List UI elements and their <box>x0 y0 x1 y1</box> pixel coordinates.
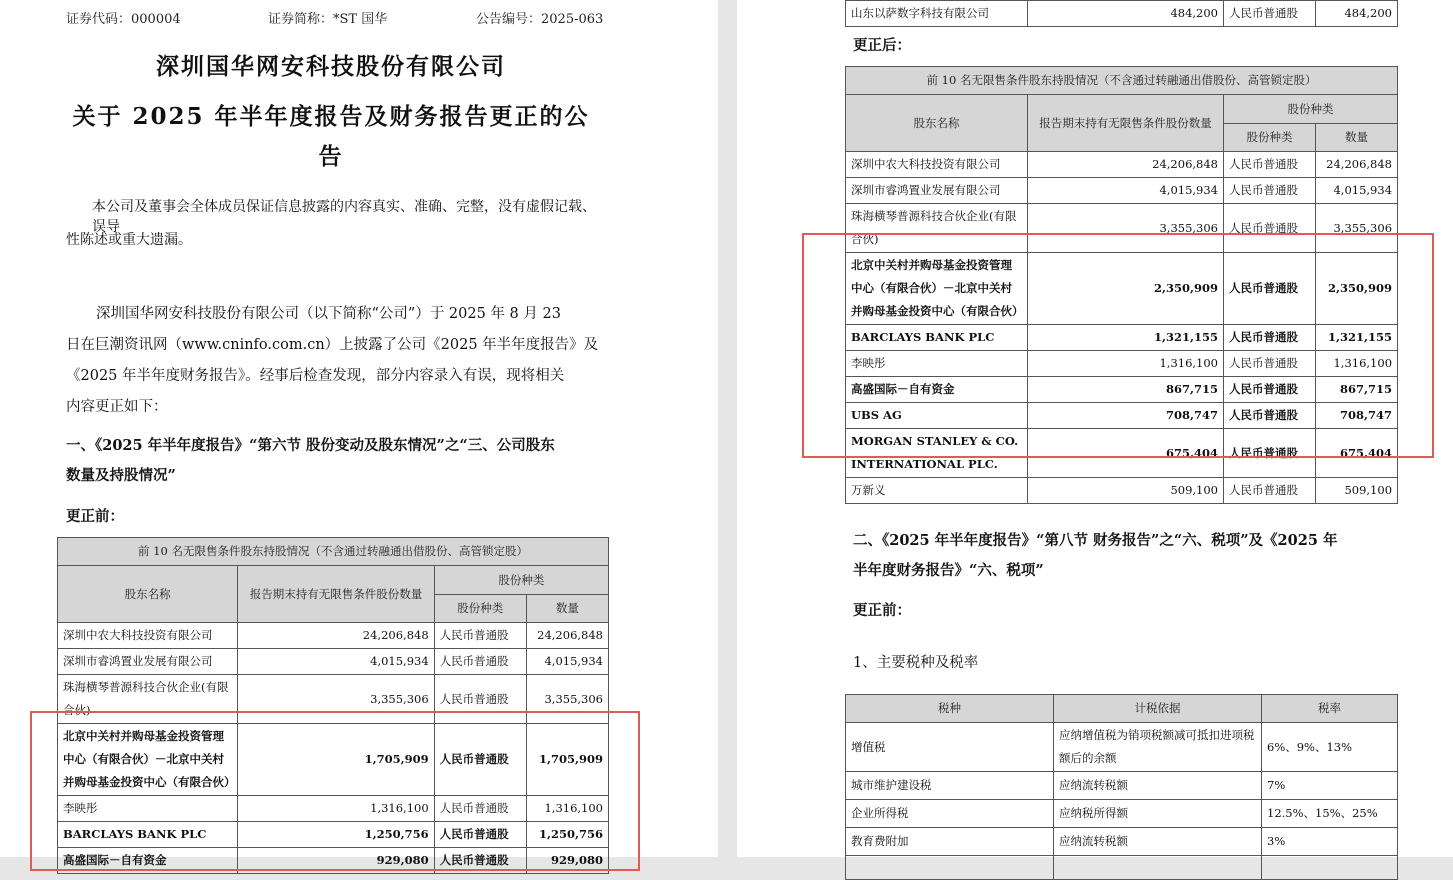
cell-type: 人民币普通股 <box>1224 178 1316 204</box>
cell-type: 人民币普通股 <box>434 848 526 874</box>
intro-line4: 内容更正如下： <box>66 399 168 415</box>
stock-code: 证券代码：000004 <box>66 12 181 27</box>
cell-name: 北京中关村并购母基金投资管理中心（有限合伙）－北京中关村并购母基金投资中心（有限合伙） <box>58 724 238 796</box>
table-caption: 前 10 名无限售条件股东持股情况（不含通过转融通出借股份、高管锁定股） <box>846 67 1398 95</box>
cell-tax-basis <box>1054 856 1262 880</box>
cell-tax-rate: 12.5%、15%、25% <box>1262 800 1398 828</box>
cell-tax-basis: 应纳流转税额 <box>1054 828 1262 856</box>
cell-name: MORGAN STANLEY & CO. INTERNATIONAL PLC. <box>846 429 1028 478</box>
cell-name: 深圳市睿鸿置业发展有限公司 <box>846 178 1028 204</box>
header-shareholder-name: 股东名称 <box>846 95 1028 152</box>
section2-heading-line1: 二、《2025 年半年度报告》“第八节 财务报告”之“六、税项”及《2025 年 <box>853 532 1338 549</box>
table-row <box>846 178 1398 204</box>
cell-tax-rate: 6%、9%、13% <box>1262 723 1398 772</box>
cell-name: 高盛国际－自有资金 <box>58 848 238 874</box>
cell-num: 3,355,306 <box>526 675 608 724</box>
cell-type: 人民币普通股 <box>434 649 526 675</box>
cell-num: 1,316,100 <box>526 796 608 822</box>
cell-name: 深圳中农大科技投资有限公司 <box>846 152 1028 178</box>
cell-qty: 24,206,848 <box>238 623 434 649</box>
cell-tax-rate <box>1262 856 1398 880</box>
previous-table-tail <box>845 0 1398 27</box>
cell-tax-kind: 教育费附加 <box>846 828 1054 856</box>
cell-tax-rate: 3% <box>1262 828 1398 856</box>
cell-tax-basis: 应纳流转税额 <box>1054 772 1262 800</box>
table-row <box>846 478 1398 504</box>
cell-qty: 1,705,909 <box>238 724 434 796</box>
cell-type: 人民币普通股 <box>1224 152 1316 178</box>
cell-num: 484,200 <box>1316 1 1398 27</box>
highlight-box-before <box>30 711 640 871</box>
after-correction-label: 更正后： <box>853 37 911 54</box>
cell-num: 4,015,934 <box>526 649 608 675</box>
table-row <box>846 1 1398 27</box>
table-row <box>58 649 609 675</box>
cell-qty: 1,316,100 <box>238 796 434 822</box>
table-row <box>58 623 609 649</box>
cell-name: 深圳市睿鸿置业发展有限公司 <box>58 649 238 675</box>
notice-title-line2: 告 <box>318 143 344 170</box>
cell-type: 人民币普通股 <box>434 623 526 649</box>
cell-num: 675,404 <box>1316 429 1398 478</box>
header-share-class: 股份种类 <box>1224 124 1316 152</box>
cell-tax-kind: 企业所得税 <box>846 800 1054 828</box>
cell-type: 人民币普通股 <box>434 822 526 848</box>
table-row <box>846 800 1398 828</box>
notice-title-line1: 关于 2025 年半年度报告及财务报告更正的公 <box>72 103 590 130</box>
cell-name: 珠海横琴普源科技合伙企业(有限合伙) <box>58 675 238 724</box>
cell-type: 人民币普通股 <box>1224 377 1316 403</box>
cell-name: 深圳中农大科技投资有限公司 <box>58 623 238 649</box>
cell-tax-basis: 应纳增值税为销项税额减可抵扣进项税额后的余额 <box>1054 723 1262 772</box>
header-shareholder-name: 股东名称 <box>58 566 238 623</box>
cell-qty: 4,015,934 <box>1028 178 1224 204</box>
table-caption: 前 10 名无限售条件股东持股情况（不含通过转融通出借股份、高管锁定股） <box>58 538 609 566</box>
cell-qty: 3,355,306 <box>238 675 434 724</box>
table-row <box>846 828 1398 856</box>
cell-name: 李映彤 <box>58 796 238 822</box>
cell-type: 人民币普通股 <box>1224 478 1316 504</box>
cell-qty: 1,250,756 <box>238 822 434 848</box>
header-amount: 数量 <box>1316 124 1398 152</box>
cell-num: 1,316,100 <box>1316 351 1398 377</box>
cell-qty: 867,715 <box>1028 377 1224 403</box>
header-share-class-group: 股份种类 <box>434 566 608 595</box>
cell-num: 1,705,909 <box>526 724 608 796</box>
intro-line2: 日在巨潮资讯网（www.cninfo.com.cn）上披露了公司《2025 年半年度报告》及 <box>66 337 599 353</box>
notice-number: 公告编号：2025-063 <box>476 12 604 27</box>
header-tax-rate: 税率 <box>1262 695 1398 723</box>
header-share-class: 股份种类 <box>434 595 526 623</box>
before-correction-label: 更正前： <box>66 508 124 525</box>
cell-qty: 708,747 <box>1028 403 1224 429</box>
cell-qty: 929,080 <box>238 848 434 874</box>
document-page-left <box>0 0 718 867</box>
cell-qty: 24,206,848 <box>1028 152 1224 178</box>
tax-subtitle: 1、主要税种及税率 <box>853 655 979 671</box>
cell-tax-kind: 城市维护建设税 <box>846 772 1054 800</box>
cell-tax-kind: 增值税 <box>846 723 1054 772</box>
cell-num: 1,321,155 <box>1316 325 1398 351</box>
stock-abbr: 证券简称：*ST 国华 <box>268 12 388 27</box>
cell-name: 北京中关村并购母基金投资管理中心（有限合伙）－北京中关村并购母基金投资中心（有限合伙） <box>846 253 1028 325</box>
cell-qty: 509,100 <box>1028 478 1224 504</box>
cell-name: 山东以萨数字科技有限公司 <box>846 1 1028 27</box>
section1-heading-line2: 数量及持股情况” <box>66 467 176 484</box>
section1-heading-line1: 一、《2025 年半年度报告》“第六节 股份变动及股东情况”之“三、公司股东 <box>66 437 555 454</box>
cell-qty: 1,316,100 <box>1028 351 1224 377</box>
cell-num: 708,747 <box>1316 403 1398 429</box>
cell-qty: 4,015,934 <box>238 649 434 675</box>
document-page-right <box>737 0 1453 857</box>
highlight-box-after <box>802 233 1434 458</box>
section2-heading-line2: 半年度财务报告》“六、税项” <box>853 562 1044 579</box>
table-row <box>846 772 1398 800</box>
cell-tax-basis: 应纳税所得额 <box>1054 800 1262 828</box>
header-amount: 数量 <box>526 595 608 623</box>
table-row <box>846 152 1398 178</box>
board-statement-line2: 性陈述或重大遗漏。 <box>66 232 192 248</box>
header-tax-basis: 计税依据 <box>1054 695 1262 723</box>
cell-num: 4,015,934 <box>1316 178 1398 204</box>
cell-qty: 484,200 <box>1028 1 1224 27</box>
cell-type: 人民币普通股 <box>434 724 526 796</box>
cell-type: 人民币普通股 <box>1224 253 1316 325</box>
cell-name: 高盛国际－自有资金 <box>846 377 1028 403</box>
cell-type: 人民币普通股 <box>1224 325 1316 351</box>
cell-qty: 1,321,155 <box>1028 325 1224 351</box>
table-row <box>846 723 1398 772</box>
cell-name: 万新义 <box>846 478 1028 504</box>
tax-table <box>845 694 1398 880</box>
intro-line3: 《2025 年半年度财务报告》。经事后检查发现，部分内容录入有误，现将相关 <box>66 368 565 384</box>
cell-name: 李映彤 <box>846 351 1028 377</box>
table-row <box>846 856 1398 880</box>
company-title: 深圳国华网安科技股份有限公司 <box>156 53 506 80</box>
cell-type: 人民币普通股 <box>1224 1 1316 27</box>
cell-tax-rate: 7% <box>1262 772 1398 800</box>
cell-type: 人民币普通股 <box>434 675 526 724</box>
cell-type: 人民币普通股 <box>1224 351 1316 377</box>
cell-name: BARCLAYS BANK PLC <box>846 325 1028 351</box>
before-correction-label: 更正前： <box>853 602 911 619</box>
cell-num: 3,355,306 <box>1316 204 1398 253</box>
cell-num: 1,250,756 <box>526 822 608 848</box>
cell-qty: 675,404 <box>1028 429 1224 478</box>
cell-name: UBS AG <box>846 403 1028 429</box>
header-share-quantity: 报告期末持有无限售条件股份数量 <box>238 566 434 623</box>
board-statement-line1: 本公司及董事会全体成员保证信息披露的内容真实、准确、完整，没有虚假记载、误导 <box>92 199 596 235</box>
cell-qty: 3,355,306 <box>1028 204 1224 253</box>
cell-type: 人民币普通股 <box>434 796 526 822</box>
cell-name: 珠海横琴普源科技合伙企业(有限合伙) <box>846 204 1028 253</box>
cell-tax-kind <box>846 856 1054 880</box>
header-share-class-group: 股份种类 <box>1224 95 1398 124</box>
cell-type: 人民币普通股 <box>1224 204 1316 253</box>
header-share-quantity: 报告期末持有无限售条件股份数量 <box>1028 95 1224 152</box>
cell-num: 24,206,848 <box>1316 152 1398 178</box>
cell-num: 929,080 <box>526 848 608 874</box>
cell-num: 509,100 <box>1316 478 1398 504</box>
header-tax-kind: 税种 <box>846 695 1054 723</box>
cell-num: 24,206,848 <box>526 623 608 649</box>
cell-type: 人民币普通股 <box>1224 429 1316 478</box>
cell-name: BARCLAYS BANK PLC <box>58 822 238 848</box>
cell-qty: 2,350,909 <box>1028 253 1224 325</box>
cell-num: 2,350,909 <box>1316 253 1398 325</box>
cell-num: 867,715 <box>1316 377 1398 403</box>
cell-type: 人民币普通股 <box>1224 403 1316 429</box>
intro-line1: 深圳国华网安科技股份有限公司（以下简称“公司”）于 2025 年 8 月 23 <box>96 306 561 322</box>
